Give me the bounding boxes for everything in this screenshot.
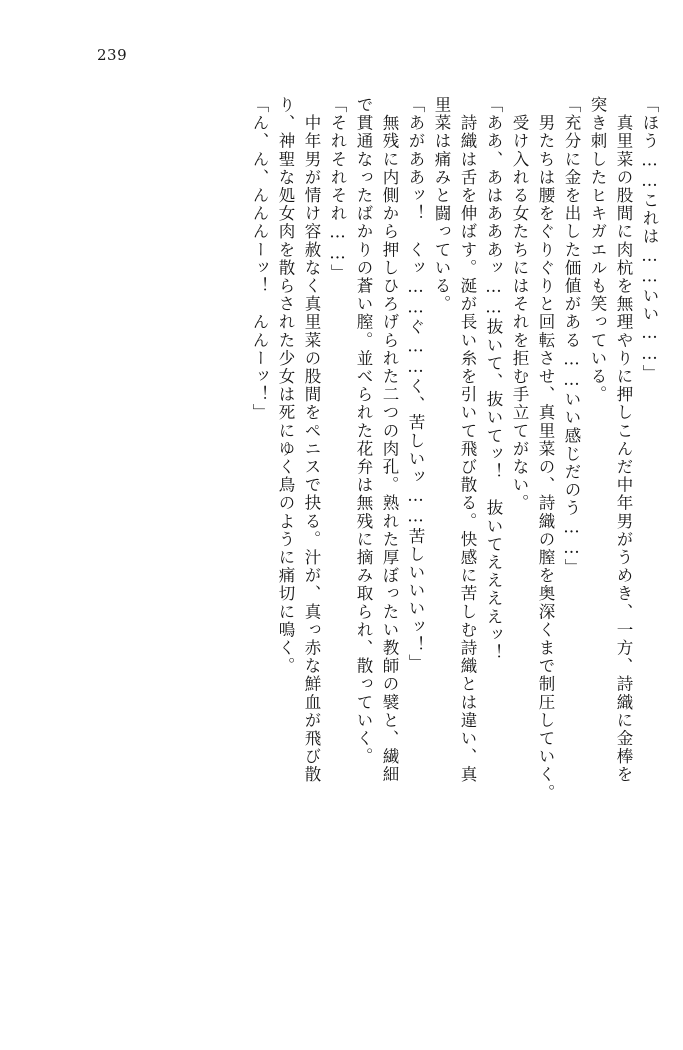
- text-column: 「あがああッ！ くッ……ぐ……く、苦しいッ……苦しいいいッ！」: [406, 96, 425, 673]
- text-column: 無残に内側から押しひろげられた二つの肉孔。熟れた厚ぼったい教師の襞と、繊細: [380, 96, 399, 784]
- text-column: り、神聖な処女肉を散らされた少女は死にゆく鳥のように痛切に鳴く。: [276, 96, 295, 676]
- text-column: で貫通なったばかりの蒼い膣。並べられた花弁は無残に摘み取られ、散っていく。: [354, 96, 373, 766]
- text-column: 「それそれそれ……」: [328, 96, 347, 282]
- text-column: 中年男が情け容赦なく真里菜の股間をペニスで抉る。汁が、真っ赤な鮮血が飛び散: [302, 96, 321, 784]
- text-column: 「ほう……これは……いい……」: [640, 96, 659, 383]
- text-column: 受け入れる女たちにはそれを拒む手立てがない。: [510, 96, 529, 513]
- vertical-text-block: [241, 96, 657, 996]
- text-column: 「ん、ん、んんんーッ！ んんーッ！」: [250, 96, 269, 422]
- text-column: 「ああ、あはあああッ……抜いて、抜いてッ！ 抜いてええええッ！: [484, 96, 503, 663]
- text-column: 里菜は痛みと闘っている。: [432, 96, 451, 314]
- text-column: 男たちは腰をぐりぐりと回転させ、真里菜の、詩織の膣を奥深くまで制圧していく。: [536, 96, 555, 802]
- text-column: 「充分に金を出した価値がある……いい感じだのう……」: [562, 96, 581, 577]
- page-number: 239: [97, 46, 128, 64]
- text-column: 真里菜の股間に肉杭を無理やりに押しこんだ中年男がうめき、一方、詩織に金棒を: [614, 96, 633, 784]
- text-column: 詩織は舌を伸ばす。涎が長い糸を引いて飛び散る。快感に苦しむ詩織とは違い、真: [458, 96, 477, 784]
- text-column: 突き刺したヒキガエルも笑っている。: [588, 96, 607, 404]
